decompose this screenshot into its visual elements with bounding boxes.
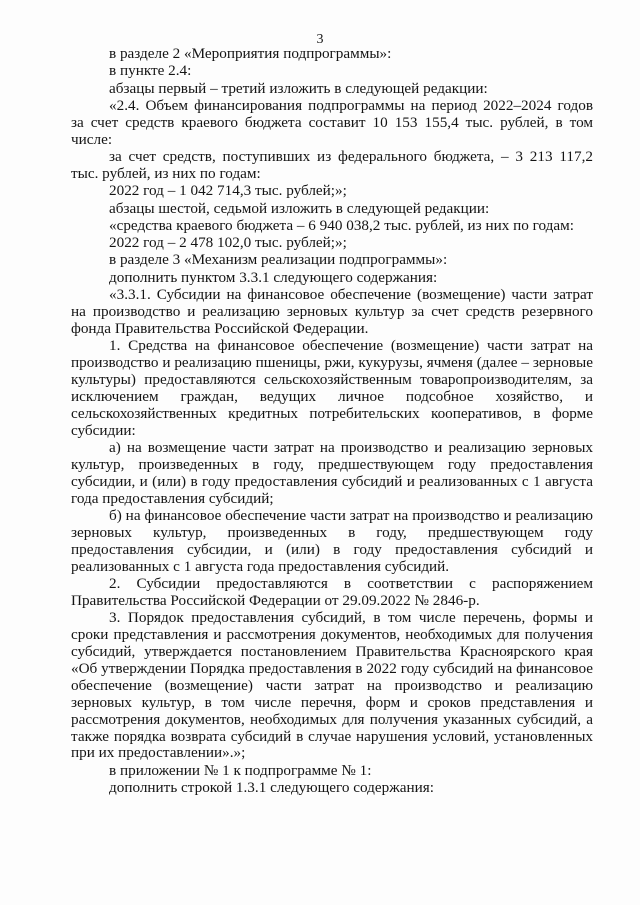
paragraph: 2022 год – 2 478 102,0 тыс. рублей;»;: [109, 234, 347, 252]
page-number: 3: [316, 32, 324, 47]
paragraph: абзацы шестой, седьмой изложить в следующей редакции:: [109, 199, 490, 217]
paragraph: 3. Порядок предоставления субсидий, в том числе перечень, формы и сроки представления и рассмотрения документов, необходимых для получения субсидий, утверждается постановлением Правительства Красноярского края «Об утверждении Порядка предоставления в 2022 году субсидий на финансовое обеспечение (возмещение) части затрат на производство и реализацию зерновых культур, в том числе перечня, форм и сроков представления и рассмотрения документов, необходимых для получения указанных субсидий, а также порядка возврата субсидий в случае нарушения условий, установленных при их предоставлении».»;: [71, 609, 593, 762]
paragraph: б) на финансовое обеспечение части затрат на производство и реализацию зерновых культур, произведенных в году, предшествующем году предоставления субсидии, и (или) в году предоставления субсидий и реализованных с 1 августа года предоставления субсидий.: [71, 506, 593, 575]
paragraph: а) на возмещение части затрат на производство и реализацию зерновых культур, произведенных в году, предшествующем году предоставления субсидии, и (или) в году предоставления субсидий и реализованных с 1 августа года предоставления субсидий;: [71, 438, 593, 507]
paragraph: 2022 год – 1 042 714,3 тыс. рублей;»;: [109, 182, 347, 200]
paragraph: «средства краевого бюджета – 6 940 038,2 тыс. рублей, из них по годам:: [109, 216, 574, 234]
paragraph: в разделе 2 «Мероприятия подпрограммы»:: [109, 45, 392, 62]
paragraph: за счет средств, поступивших из федерального бюджета, – 3 213 117,2 тыс. рублей, из них по годам:: [71, 148, 593, 182]
paragraph: в разделе 3 «Механизм реализации подпрограммы»:: [109, 251, 448, 269]
paragraph: в пункте 2.4:: [109, 62, 192, 80]
paragraph: «2.4. Объем финансирования подпрограммы на период 2022–2024 годов за счет средств краевого бюджета составит 10 153 155,4 тыс. рублей, в том числе:: [71, 96, 593, 148]
paragraph: 2. Субсидии предоставляются в соответствии с распоряжением Правительства Российской Федерации от 29.09.2022 № 2846-р.: [71, 574, 593, 609]
paragraph: в приложении № 1 к подпрограмме № 1:: [109, 761, 372, 779]
paragraph: «3.3.1. Субсидии на финансовое обеспечение (возмещение) части затрат на производство и реализацию зерновых культур за счет средств резервного фонда Правительства Российской Федерации.: [71, 285, 593, 337]
paragraph: дополнить пунктом 3.3.1 следующего содержания:: [109, 268, 438, 286]
paragraph: дополнить строкой 1.3.1 следующего содержания:: [109, 779, 434, 796]
paragraph: абзацы первый – третий изложить в следующей редакции:: [109, 79, 488, 97]
document-body: [71, 46, 593, 797]
paragraph: 1. Средства на финансовое обеспечение (возмещение) части затрат на производство и реализацию пшеницы, ржи, кукурузы, ячменя (далее – зерновые культуры) предоставляются сельскохозяйственным товаропроизводителям, за исключением граждан, ведущих личное подсобное хозяйство, и сельскохозяйственных кредитных потребительских кооперативов, в форме субсидии:: [71, 337, 593, 439]
